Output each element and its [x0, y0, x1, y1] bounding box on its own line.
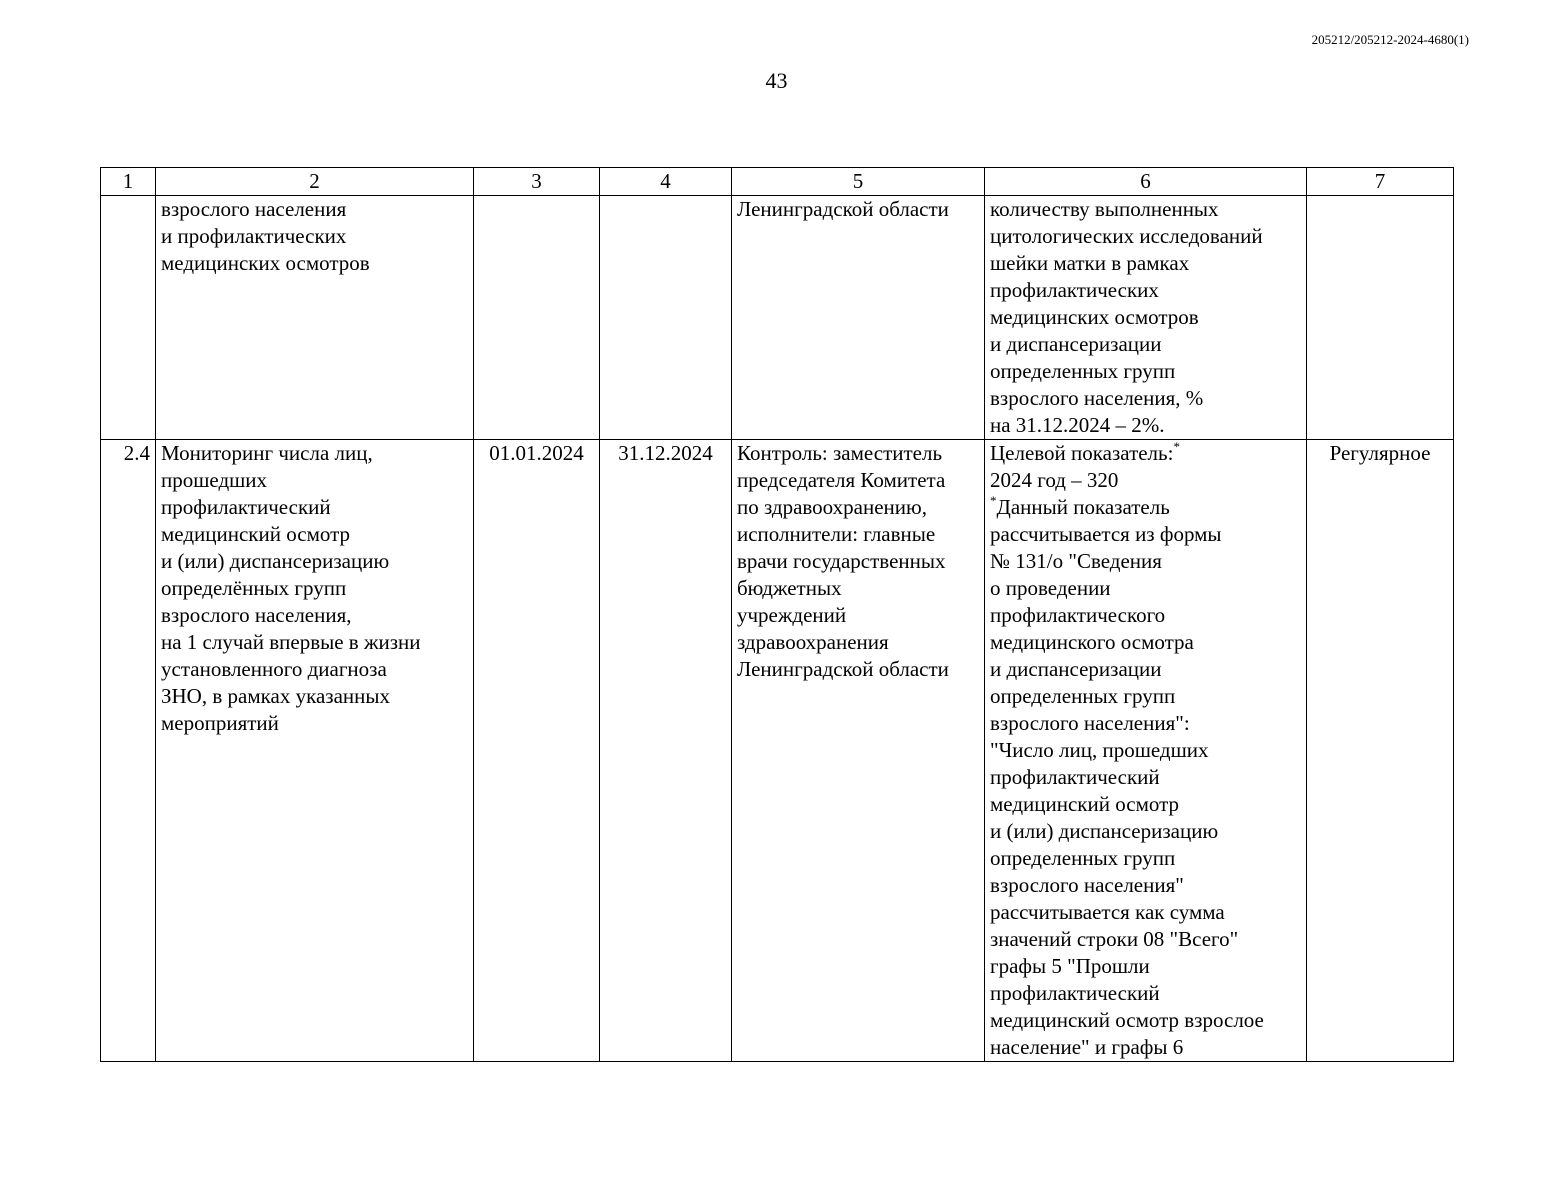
- indicator-title-line: [990, 440, 1301, 467]
- text-line: на 31.12.2024 – 2%.: [990, 413, 1165, 437]
- footnote-marker: *: [990, 493, 997, 508]
- text-line: Мониторинг числа лиц,: [161, 441, 373, 465]
- text-line: бюджетных: [737, 576, 842, 600]
- text-line: "Число лиц, прошедших: [990, 738, 1209, 762]
- text-line: врачи государственных: [737, 549, 946, 573]
- text-line: и профилактических: [161, 224, 347, 248]
- text-line: взрослого населения, %: [990, 386, 1204, 410]
- text-line: население" и графы 6: [990, 1035, 1184, 1059]
- text-line: взрослого населения: [161, 197, 347, 221]
- text-line: медицинский осмотр: [990, 792, 1180, 816]
- text-line: № 131/о "Сведения: [990, 549, 1162, 573]
- text-line: по здравоохранению,: [737, 495, 927, 519]
- text-line: рассчитывается как сумма: [990, 900, 1225, 924]
- text-line: определённых групп: [161, 576, 347, 600]
- cell-activity: [156, 440, 474, 1062]
- page-number: 43: [765, 68, 788, 93]
- cell-indicator: [985, 440, 1307, 1062]
- cell-end-date: [600, 196, 732, 440]
- cell-end-date: 31.12.2024: [600, 440, 732, 1062]
- text-line: медицинский осмотр: [161, 522, 351, 546]
- text-line: прошедших: [161, 468, 268, 492]
- column-header-2: 2: [156, 168, 474, 196]
- table-row-continuation: [101, 196, 1454, 440]
- text-line: взрослого населения": [990, 873, 1184, 897]
- text-line: профилактический: [990, 765, 1160, 789]
- cell-periodicity: [1307, 196, 1454, 440]
- indicator-title: Целевой показатель:: [990, 441, 1174, 465]
- plan-table: [100, 167, 1454, 1062]
- text-line: Контроль: заместитель: [737, 441, 943, 465]
- text-line: исполнители: главные: [737, 522, 936, 546]
- footnote-text: Данный показатель: [996, 495, 1170, 519]
- cell-number: 2.4: [101, 440, 156, 1062]
- column-header-6: 6: [985, 168, 1307, 196]
- text-line: профилактического: [990, 603, 1166, 627]
- text-line: мероприятий: [161, 711, 279, 735]
- column-header-4: 4: [600, 168, 732, 196]
- text-line: рассчитывается из формы: [990, 522, 1222, 546]
- text-line: учреждений: [737, 603, 847, 627]
- cell-start-date: 01.01.2024: [474, 440, 600, 1062]
- text-line: Ленинградской области: [737, 197, 949, 221]
- footnote-marker: *: [1173, 439, 1180, 454]
- text-line: профилактических: [990, 278, 1159, 302]
- text-line: цитологических исследований: [990, 224, 1263, 248]
- indicator-target: 2024 год – 320: [990, 468, 1119, 492]
- column-header-1: 1: [101, 168, 156, 196]
- text-line: профилактический: [990, 981, 1160, 1005]
- text-line: Ленинградской области: [737, 657, 949, 681]
- text-line: на 1 случай впервые в жизни: [161, 630, 421, 654]
- text-line: установленного диагноза: [161, 657, 387, 681]
- text-line: графы 5 "Прошли: [990, 954, 1150, 978]
- footnote-first-line: [990, 494, 1301, 521]
- text-line: определенных групп: [990, 684, 1176, 708]
- column-header-5: 5: [732, 168, 985, 196]
- text-line: медицинского осмотра: [990, 630, 1194, 654]
- text-line: определенных групп: [990, 846, 1176, 870]
- text-line: о проведении: [990, 576, 1111, 600]
- column-number-row: [101, 168, 1454, 196]
- text-line: медицинский осмотр взрослое: [990, 1008, 1264, 1032]
- text-line: профилактический: [161, 495, 331, 519]
- text-line: количеству выполненных: [990, 197, 1219, 221]
- text-line: шейки матки в рамках: [990, 251, 1190, 275]
- cell-activity: [156, 196, 474, 440]
- column-header-3: 3: [474, 168, 600, 196]
- table-row-2-4: [101, 440, 1454, 1062]
- text-line: и (или) диспансеризацию: [990, 819, 1219, 843]
- text-line: и диспансеризации: [990, 332, 1162, 356]
- text-line: взрослого населения,: [161, 603, 352, 627]
- cell-indicator: [985, 196, 1307, 440]
- cell-number: [101, 196, 156, 440]
- text-line: здравоохранения: [737, 630, 889, 654]
- document-id: 205212/205212-2024-4680(1): [1311, 32, 1469, 47]
- text-line: определенных групп: [990, 359, 1176, 383]
- text-line: значений строки 08 "Всего": [990, 927, 1239, 951]
- cell-responsible: [732, 196, 985, 440]
- cell-responsible: [732, 440, 985, 1062]
- column-header-7: 7: [1307, 168, 1454, 196]
- text-line: медицинских осмотров: [990, 305, 1199, 329]
- text-line: взрослого населения":: [990, 711, 1190, 735]
- text-line: медицинских осмотров: [161, 251, 370, 275]
- text-line: ЗНО, в рамках указанных: [161, 684, 390, 708]
- text-line: председателя Комитета: [737, 468, 946, 492]
- cell-periodicity: Регулярное: [1307, 440, 1454, 1062]
- text-line: и (или) диспансеризацию: [161, 549, 390, 573]
- cell-start-date: [474, 196, 600, 440]
- text-line: и диспансеризации: [990, 657, 1162, 681]
